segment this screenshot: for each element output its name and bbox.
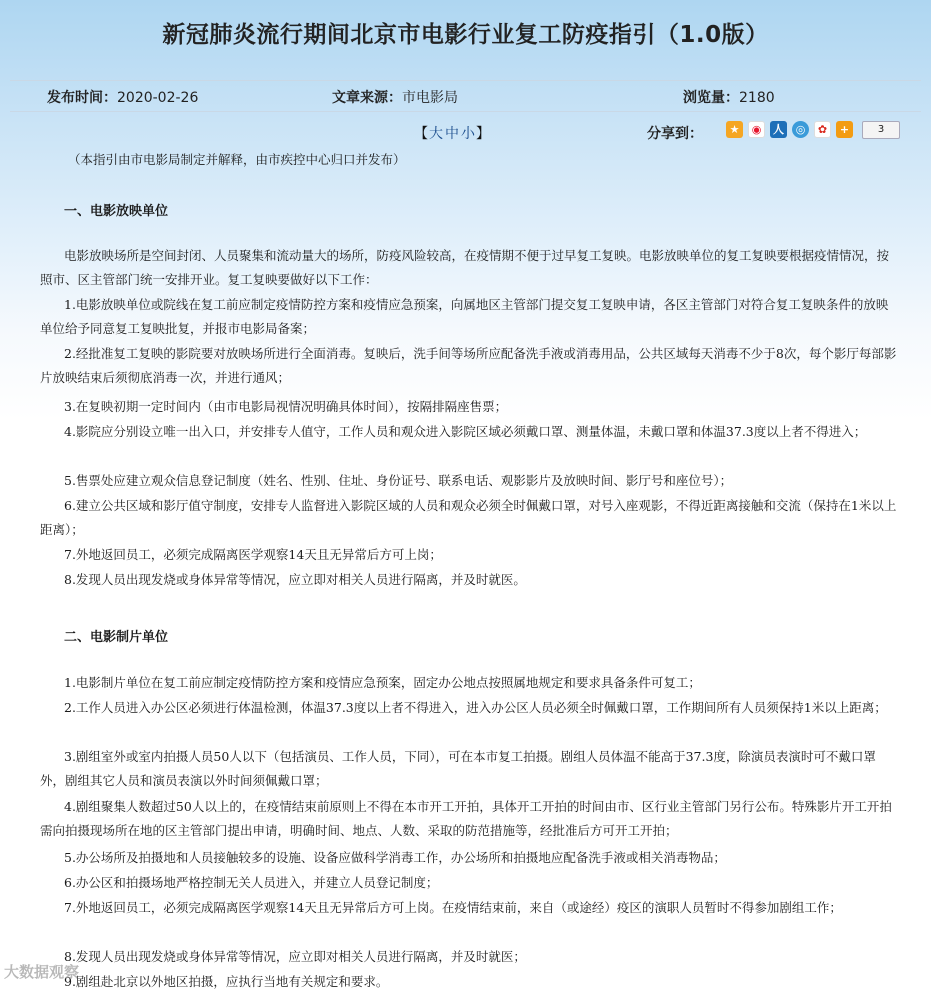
paragraph: 8.发现人员出现发烧或身体异常等情况，应立即对相关人员进行隔离，并及时就医。 xyxy=(64,572,526,587)
paragraph: 6.办公区和拍摄场地严格控制无关人员进入，并建立人员登记制度； xyxy=(64,875,439,890)
page-title: 新冠肺炎流行期间北京市电影行业复工防疫指引（1.0版） xyxy=(162,22,769,48)
meta-bar xyxy=(10,80,921,112)
section-heading-1: 一、电影放映单位 xyxy=(64,204,169,219)
paragraph: 4.剧组聚集人数超过50人以上的，在疫情结束前原则上不得在本市开工开拍，具体开工开拍的时间由市、区行业主管部门另行公布。特殊影片开工开拍需向拍摄现场所在地的区主管部门提出申请，明确时间、地点、人数、采取的防范措施等，经批准后方可开工开拍； xyxy=(40,799,892,838)
more-icon[interactable]: + xyxy=(836,121,853,138)
paragraph: 3.在复映初期一定时间内（由市电影局视情况明确具体时间），按隔排隔座售票； xyxy=(64,399,508,414)
article-source: 文章来源：市电影局 xyxy=(332,90,458,106)
font-size-medium[interactable]: 中 xyxy=(445,126,459,142)
paragraph: 3.剧组室外或室内拍摄人员50人以下（包括演员、工作人员，下同），可在本市复工拍摄。剧组人员体温不能高于37.3度，除演员表演时可不戴口罩外，剧组其它人员和演员表演以外时间须佩戴口罩； xyxy=(40,749,876,788)
paragraph: 5.售票处应建立观众信息登记制度（姓名、性别、住址、身份证号、联系电话、观影影片及放映时间、影厅号和座位号）； xyxy=(64,473,733,488)
publish-date: 发布时间：2020-02-26 xyxy=(47,90,199,106)
paragraph: 8.发现人员出现发烧或身体异常等情况，应立即对相关人员进行隔离，并及时就医； xyxy=(64,949,526,964)
paragraph: 9.剧组赴北京以外地区拍摄，应执行当地有关规定和要求。 xyxy=(64,974,389,989)
renren-icon[interactable]: 人 xyxy=(770,121,787,138)
paragraph: 1.电影放映单位或院线在复工前应制定疫情防控方案和疫情应急预案，向属地区主管部门提交复工复映申请，各区主管部门对符合复工复映条件的放映单位给予同意复工复映批复，并报市电影局备案； xyxy=(40,297,889,336)
weibo-icon[interactable]: ◉ xyxy=(748,121,765,138)
share-label: 分享到： xyxy=(647,126,703,142)
paragraph: 2.工作人员进入办公区必须进行体温检测，体温37.3度以上者不得进入，进入办公区人员必须全时佩戴口罩，工作期间所有人员须保持1米以上距离； xyxy=(64,700,887,715)
paragraph: 7.外地返回员工，必须完成隔离医学观察14天且无异常后方可上岗。在疫情结束前，来自（或途经）疫区的演职人员暂时不得参加剧组工作； xyxy=(64,900,842,915)
paragraph: 1.电影制片单位在复工前应制定疫情防控方案和疫情应急预案，固定办公地点按照属地规定和要求具备条件可复工； xyxy=(64,675,701,690)
font-size-switcher: 【大 中 小】 xyxy=(414,126,490,142)
paragraph: 7.外地返回员工，必须完成隔离医学观察14天且无异常后方可上岗； xyxy=(64,547,442,562)
tencent-icon[interactable]: ◎ xyxy=(792,121,809,138)
article-note: （本指引由市电影局制定并解释，由市疾控中心归口并发布） xyxy=(68,152,406,167)
paragraph: 5.办公场所及拍摄地和人员接触较多的设施、设备应做科学消毒工作，办公场所和拍摄地应配备洗手液或相关消毒物品； xyxy=(64,850,726,865)
paragraph: 2.经批准复工复映的影院要对放映场所进行全面消毒。复映后，洗手间等场所应配备洗手液或消毒用品，公共区域每天消毒不少于8次，每个影厅每部影片放映结束后须彻底消毒一次，并进行通风； xyxy=(40,346,897,385)
view-count: 浏览量：2180 xyxy=(683,90,775,106)
paragraph: 6.建立公共区域和影厅值守制度，安排专人监督进入影院区域的人员和观众必须全时佩戴口罩，对号入座观影，不得近距离接触和交流（保持在1米以上距离）； xyxy=(40,498,897,537)
paragraph: 电影放映场所是空间封闭、人员聚集和流动量大的场所，防疫风险较高，在疫情期不便于过早复工复映。电影放映单位的复工复映要根据疫情情况，按照市、区主管部门统一安排开业。复工复映要做好以下工作： xyxy=(40,248,890,287)
paragraph: 4.影院应分别设立唯一出入口，并安排专人值守，工作人员和观众进入影院区域必须戴口罩、测量体温，未戴口罩和体温37.3度以上者不得进入； xyxy=(64,424,867,439)
watermark: 大数据观察 xyxy=(4,963,80,981)
section-heading-2: 二、电影制片单位 xyxy=(64,630,169,645)
sina-icon[interactable]: ✿ xyxy=(814,121,831,138)
qzone-icon[interactable]: ★ xyxy=(726,121,743,138)
font-size-small[interactable]: 小 xyxy=(461,126,475,142)
share-count[interactable]: 3 xyxy=(862,121,900,139)
font-size-large[interactable]: 大 xyxy=(429,126,443,142)
